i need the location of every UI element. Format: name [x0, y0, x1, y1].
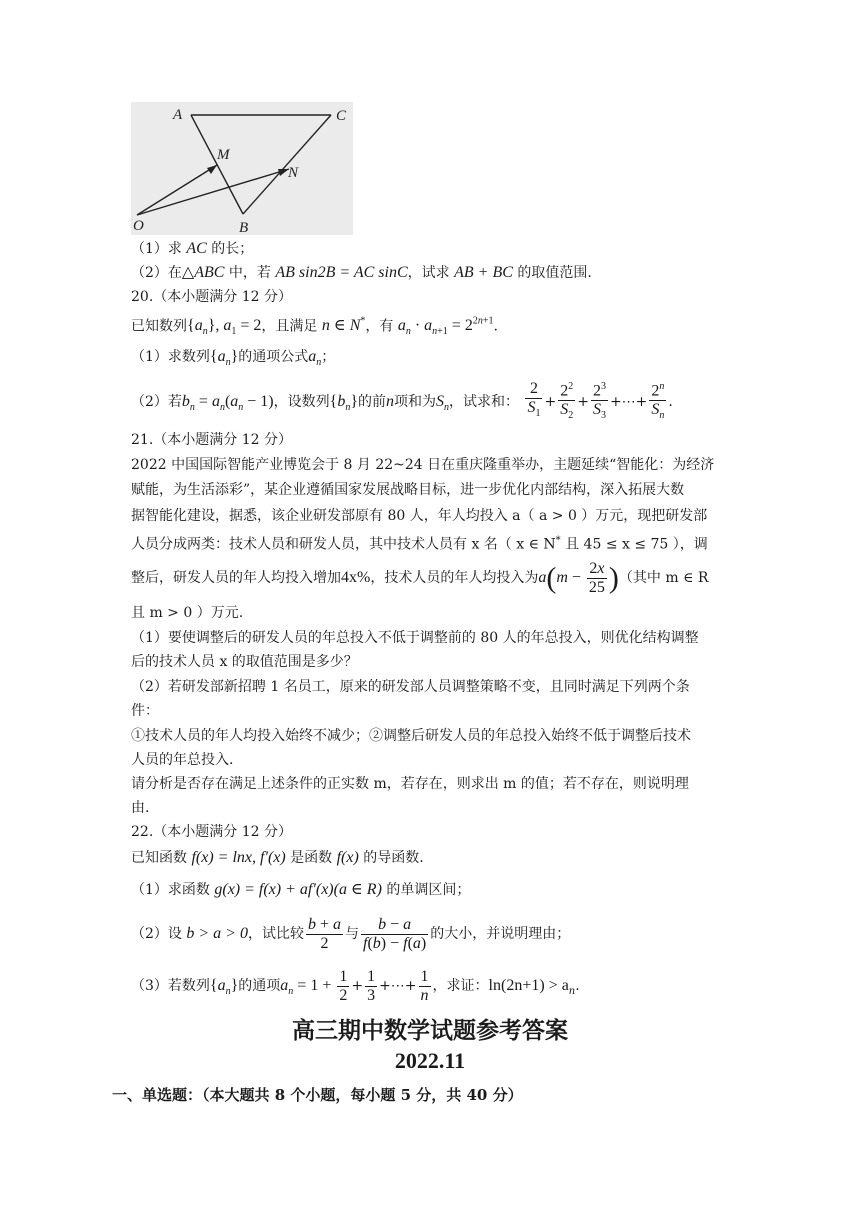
label-b: B [239, 220, 249, 235]
q22-part3: （3）若数列$\{a_n\}$的通项$a_n = 1$ + $\frac{1}{2}$ + $\frac{1}{3}$ +⋯+ $\frac{1}{n}$ ，求证：$\ln(2n+1) > a_n$. [131, 967, 580, 1004]
label-a: A [173, 107, 183, 123]
label-o: O [133, 218, 144, 234]
answer-date: 2022.11 [394, 1048, 466, 1073]
q21-p2a: （2）若研发部新招聘 1 名员工，原来的研发部人员调整策略不变，且同时满足下列两个条 [131, 679, 690, 695]
q22-part1: （1）求函数 g(x) = f(x) + af′(x)(a ∈ R) 的单调区间； [131, 881, 471, 898]
q21-p1b: 后的技术人员 x 的取值范围是多少？ [131, 654, 358, 670]
q20-stem: 已知数列$\{a_n\}$, $a_1 = 2$，且满足 n ∈ N*，有 $a_n \cdot a_{n+1} = 2^{2n+1}$. [131, 316, 498, 338]
label-c: C [336, 108, 347, 124]
q21-p2c: ①技术人员的年人均投入始终不减少；②调整后研发人员的年总投入始终不低于调整后技术 [131, 728, 691, 744]
q20-part2: （2）若$b_n = a_n(a_n - 1)$，设数列$\{b_n\}$的前n项和为$S_n$，试求和： $\frac{2}{S_1}$ + $\frac{2^2}{S_2}$ + $\frac{2^3}{S_3}$ +⋯+ $\frac{2^n}{S_n}$ . [131, 378, 673, 431]
answer-title: 高三期中数学试题参考答案 [292, 1017, 568, 1043]
q21-p2d: 人员的年总投入. [131, 752, 234, 768]
q21-header: 21.（本小题满分 12 分） [131, 432, 292, 448]
q21-line5: 整后，研发人员的年人均投入增加4x%，技术人员的年人均投入为a(m − $\frac{2x}{25}$ )（其中 m ∈ R [131, 559, 709, 596]
q22-stem: 已知函数 f(x) = lnx, f′(x) 是函数 f(x) 的导函数. [131, 849, 424, 866]
label-n: N [288, 165, 299, 181]
q21-line3: 据智能化建设，据悉，该企业研发部原有 80 人，年人均投入 a（ a > 0 ）万元，现把研发部 [131, 508, 708, 524]
q21-p1a: （1）要使调整后的研发人员的年总投入不低于调整前的 80 人的年总投入，则优化结构调整 [131, 630, 699, 646]
q21-p2b: 件： [131, 703, 159, 719]
q21-p2f: 由. [131, 800, 150, 816]
q19-part1: （1）求 AC 的长； [131, 240, 254, 257]
section-single-choice: 一、单选题：（本大题共 8 个小题，每小题 5 分，共 40 分） [112, 1086, 523, 1104]
q21-line2: 赋能，为生活添彩”，某企业遵循国家发展战略目标，进一步优化内部结构，深入拓展大数 [131, 482, 685, 498]
q21-line6: 且 m > 0 ）万元. [131, 605, 244, 621]
triangle-diagram [131, 102, 353, 235]
q22-part2: （2）设 b > a > 0，试比较 $\frac{b + a}{2}$ 与 $\frac{b - a}{f(b) - f(a)}$ 的大小，并说明理由； [131, 915, 571, 952]
triangle-figure [131, 102, 353, 235]
q22-header: 22.（本小题满分 12 分） [131, 824, 292, 840]
q21-line1: 2022 中国国际智能产业博览会于 8 月 22~24 日在重庆隆重举办，主题延续“智能化：为经济 [131, 457, 715, 473]
q21-p2e: 请分析是否存在满足上述条件的正实数 m，若存在，则求出 m 的值；若不存在，则说明理 [131, 776, 689, 792]
q20-part1: （1）求数列$\{a_n\}$的通项公式$a_n$； [131, 348, 336, 369]
q19-part2: （2）在△ABC 中，若 AB sin2B = AC sinC，试求 AB + BC 的取值范围. [131, 264, 592, 281]
label-m: M [217, 147, 230, 163]
q20-header: 20.（本小题满分 12 分） [131, 289, 292, 305]
q21-line4: 人员分成两类：技术人员和研发人员，其中技术人员有 x 名（ x ∈ N* 且 45 ≤ x ≤ 75 ），调 [131, 535, 708, 553]
